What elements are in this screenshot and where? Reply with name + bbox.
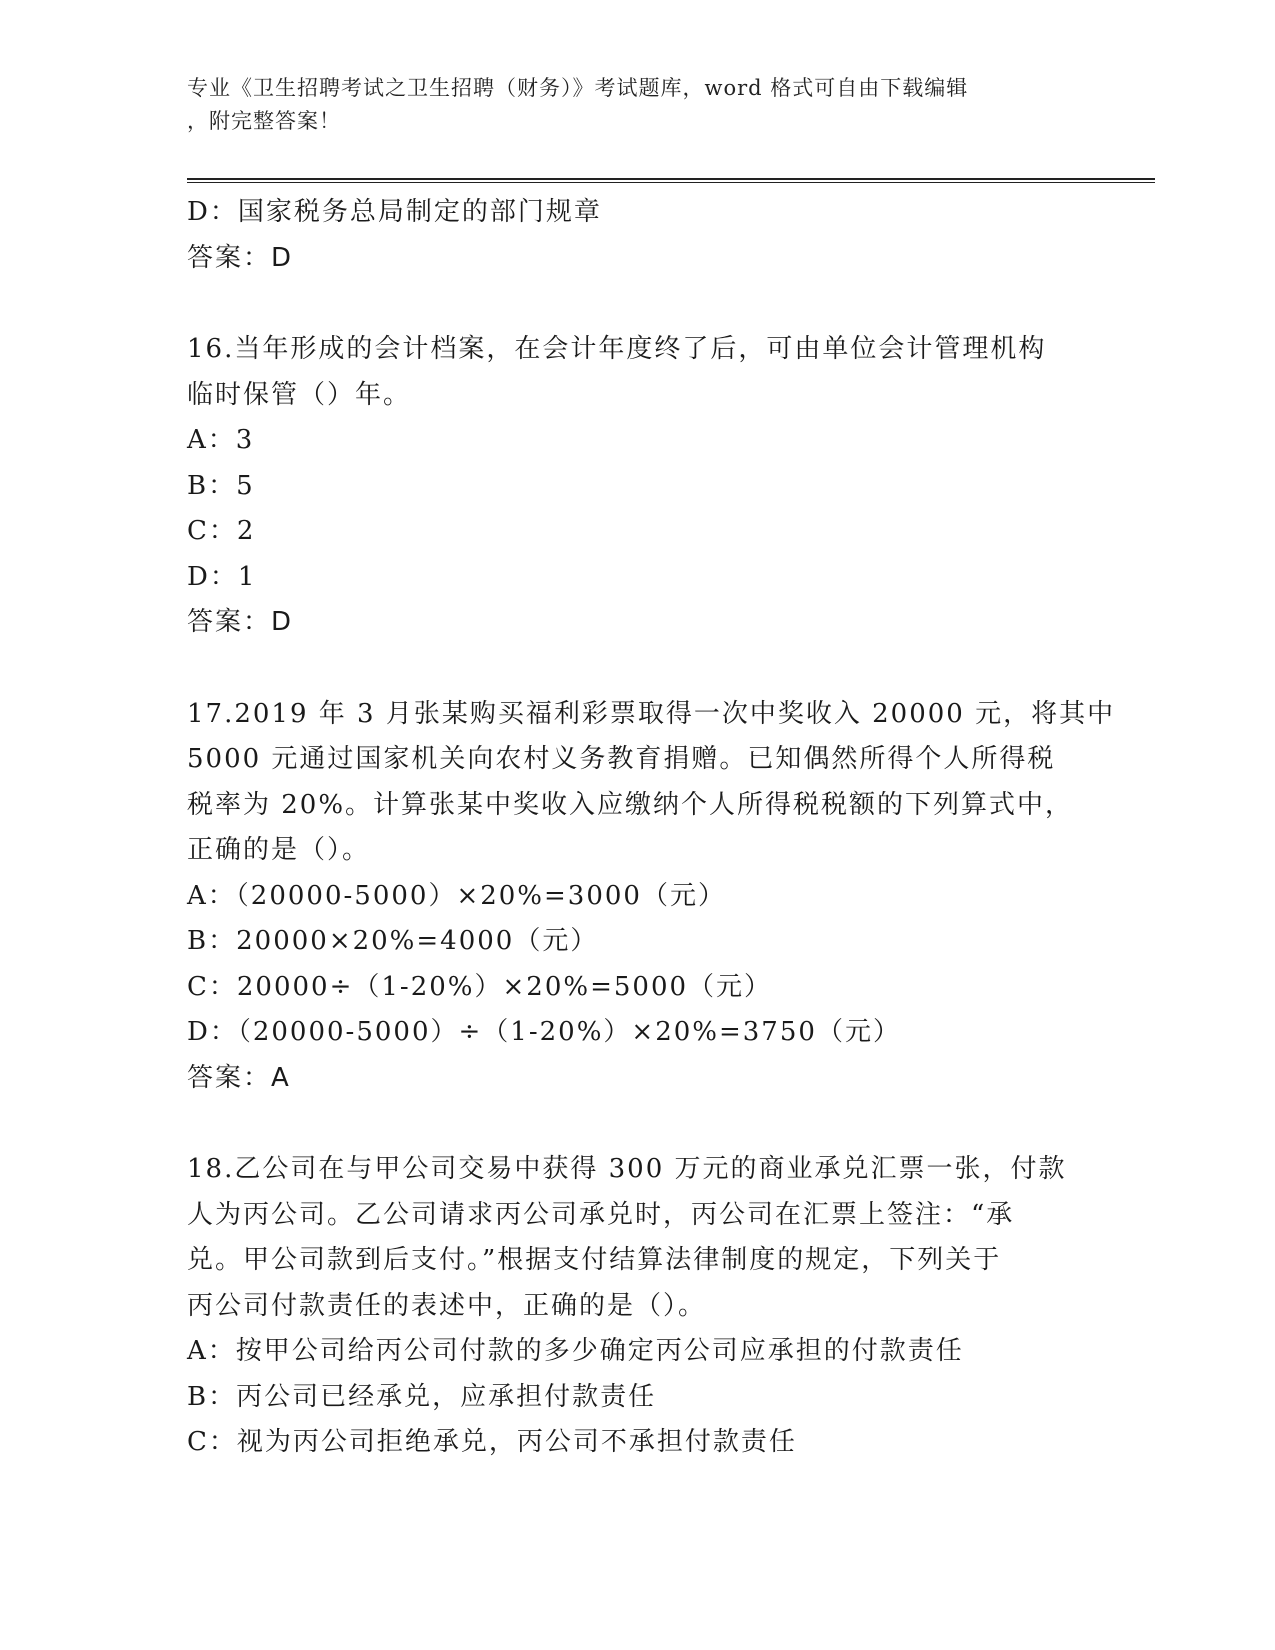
option-b: B：5 (187, 470, 255, 501)
answer-line: 答案：D (187, 607, 294, 637)
question-16 (187, 327, 1087, 646)
question-stem-line: 18.乙公司在与甲公司交易中获得 300 万元的商业承兑汇票一张，付款 (187, 1154, 1067, 1184)
spacer (187, 1101, 1087, 1147)
question-stem-line: 兑。甲公司款到后支付。”根据支付结算法律制度的规定，下列关于 (187, 1245, 1002, 1275)
question-stem-line: 正确的是（）。 (187, 835, 371, 865)
question-stem-line: 5000 元通过国家机关向农村义务教育捐赠。已知偶然所得个人所得税 (187, 744, 1056, 774)
question-stem-line: 临时保管（）年。 (187, 379, 412, 410)
question-stem-line: 税率为 20%。计算张某中奖收入应缴纳个人所得税税额的下列算式中， (187, 789, 1074, 820)
option-b: B：20000×20%=4000（元） (187, 926, 599, 956)
option-c: C：视为丙公司拒绝承兑，丙公司不承担付款责任 (187, 1427, 797, 1457)
question-stem-line: 17.2019 年 3 月张某购买福利彩票取得一次中奖收入 20000 元，将其中 (187, 698, 1116, 729)
header-line-2: ，附完整答案！ (187, 109, 341, 133)
option-b: B：丙公司已经承兑，应承担付款责任 (187, 1381, 657, 1412)
document-body (187, 190, 1116, 1466)
question-stem-line: 丙公司付款责任的表述中，正确的是（）。 (187, 1290, 707, 1321)
question-stem-line: 人为丙公司。乙公司请求丙公司承兑时，丙公司在汇票上签注：“承 (187, 1199, 1015, 1230)
spacer (187, 646, 1087, 692)
option-a: A：（20000-5000）×20%=3000（元） (187, 880, 726, 911)
option-d: D：1 (187, 561, 257, 592)
header-divider (187, 178, 1155, 183)
question-stem-line: 16.当年形成的会计档案，在会计年度终了后，可由单位会计管理机构 (187, 334, 1047, 364)
header-line-1: 专业《卫生招聘考试之卫生招聘（财务）》考试题库，word 格式可自由下载编辑 (187, 76, 969, 100)
option-d: D：国家税务总局制定的部门规章 (187, 197, 602, 227)
option-a: A：按甲公司给丙公司付款的多少确定丙公司应承担的付款责任 (187, 1336, 964, 1366)
document-header (187, 72, 1067, 138)
question-18 (187, 1147, 1087, 1466)
question-17 (187, 692, 1116, 1102)
option-a: A：3 (187, 425, 255, 455)
answer-line: 答案：D (187, 242, 294, 273)
option-c: C：20000÷（1-20%）×20%=5000（元） (187, 971, 773, 1002)
option-d: D：（20000-5000）÷（1-20%）×20%=3750（元） (187, 1017, 901, 1047)
answer-line: 答案：A (187, 1062, 291, 1093)
spacer (187, 281, 1087, 327)
previous-question-tail (187, 190, 1087, 281)
option-c: C：2 (187, 516, 256, 546)
